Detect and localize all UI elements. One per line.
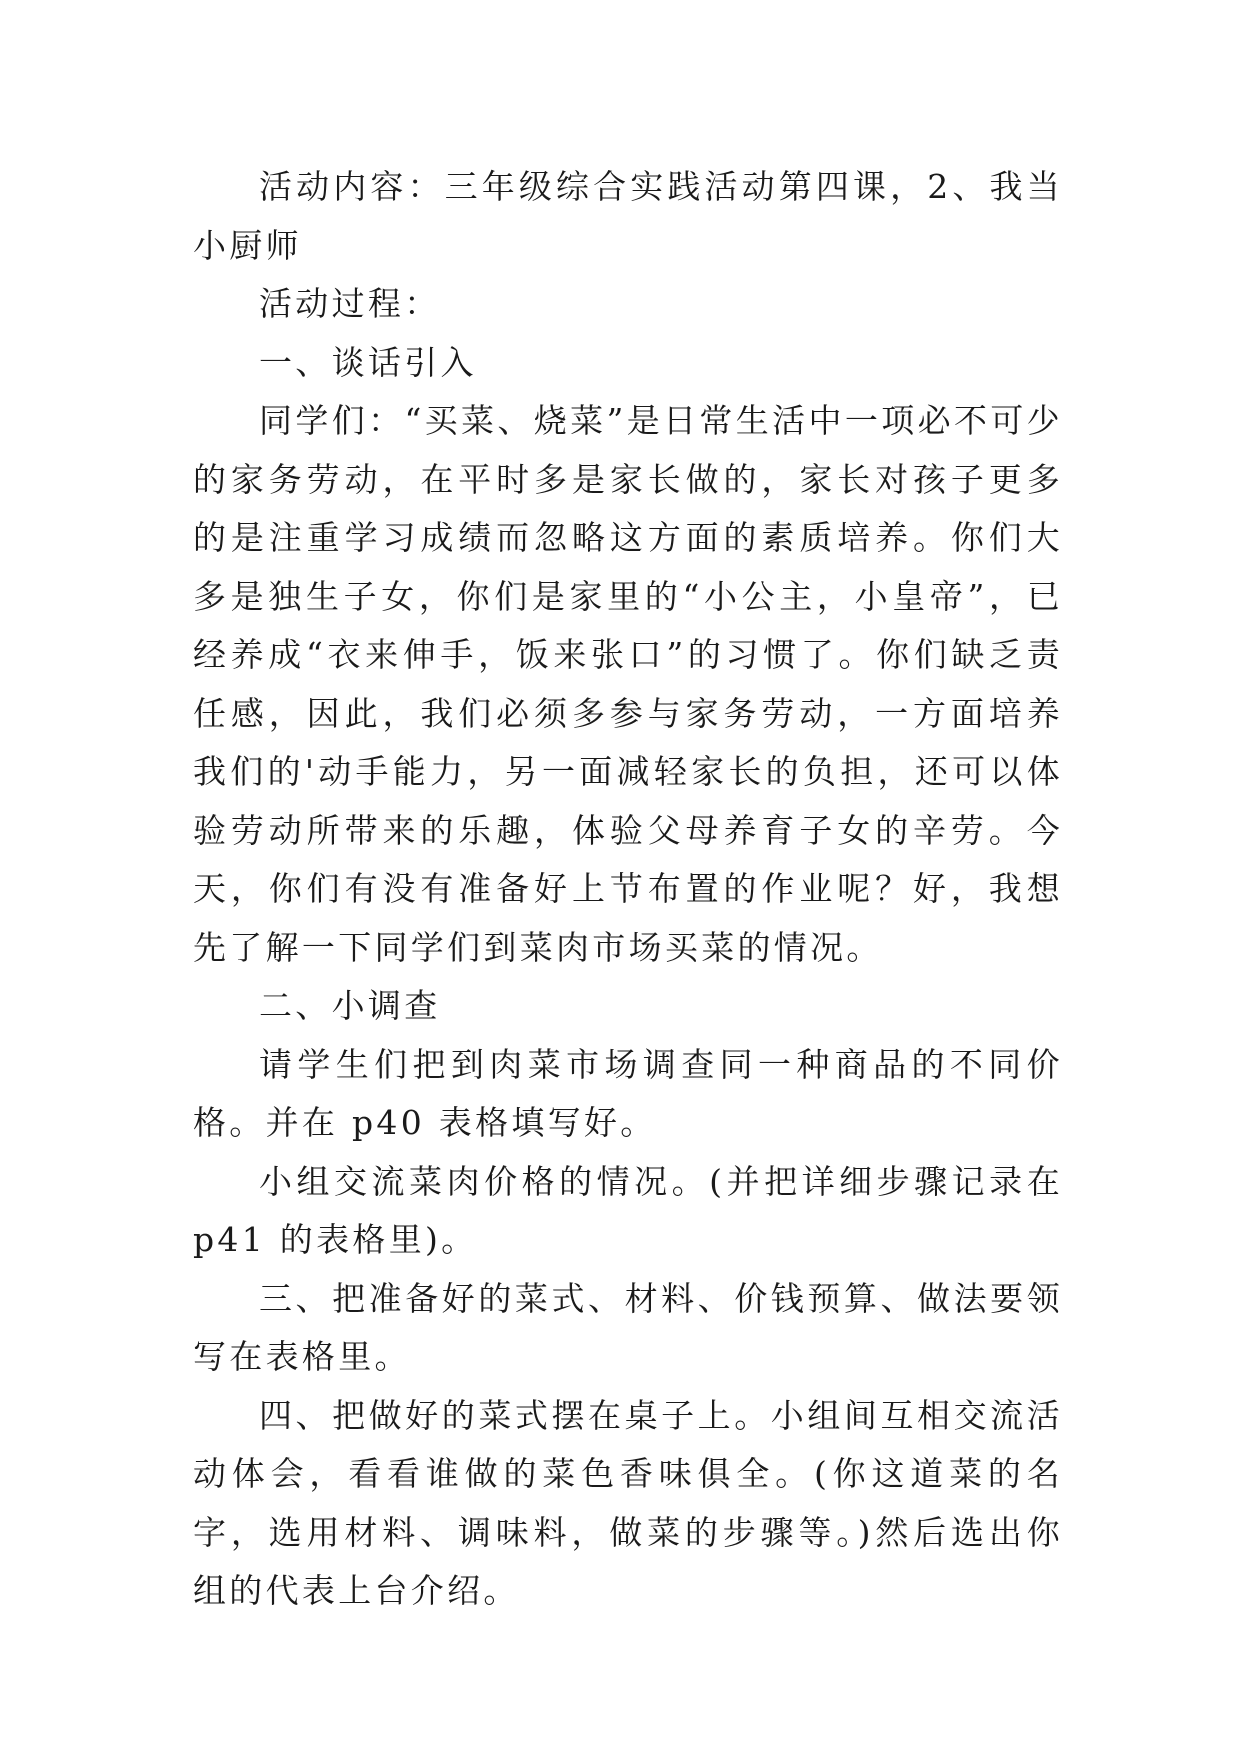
paragraph-intro-talk: 同学们：“买菜、烧菜”是日常生活中一项必不可少的家务劳动，在平时多是家长做的，家长对孩子更多的是注重学习成绩而忽略这方面的素质培养。你们大多是独生子女，你们是家里的“小公主，小皇帝”，已经养成“衣来伸手，饭来张口”的习惯了。你们缺乏责任感，因此，我们必须多参与家务劳动，一方面培养我们的'动手能力，另一面减轻家长的负担，还可以体验劳动所带来的乐趣，体验父母养育子女的辛劳。今天，你们有没有准备好上节布置的作业呢？好，我想先了解一下同学们到菜肉市场买菜的情况。 bbox=[193, 401, 1063, 967]
paragraph-section-4: 四、把做好的菜式摆在桌子上。小组间互相交流活动体会，看看谁做的菜色香味俱全。(你这道菜的名字，选用材料、调味料，做菜的步骤等。)然后选出你组的代表上台介绍。 bbox=[193, 1395, 1063, 1610]
paragraph-group-exchange: 小组交流菜肉价格的情况。(并把详细步骤记录在 p41 的表格里)。 bbox=[193, 1161, 1063, 1259]
heading-section-1: 一、谈话引入 bbox=[259, 342, 477, 382]
paragraph-survey: 请学生们把到肉菜市场调查同一种商品的不同价格。并在 p40 表格填写好。 bbox=[193, 1044, 1063, 1142]
document-body bbox=[193, 158, 1063, 1621]
paragraph-activity-content: 活动内容：三年级综合实践活动第四课，2、我当小厨师 bbox=[193, 167, 1063, 265]
paragraph-activity-process: 活动过程： bbox=[259, 284, 441, 323]
paragraph-section-3: 三、把准备好的菜式、材料、价钱预算、做法要领写在表格里。 bbox=[193, 1278, 1063, 1376]
heading-section-2: 二、小调查 bbox=[259, 986, 441, 1025]
